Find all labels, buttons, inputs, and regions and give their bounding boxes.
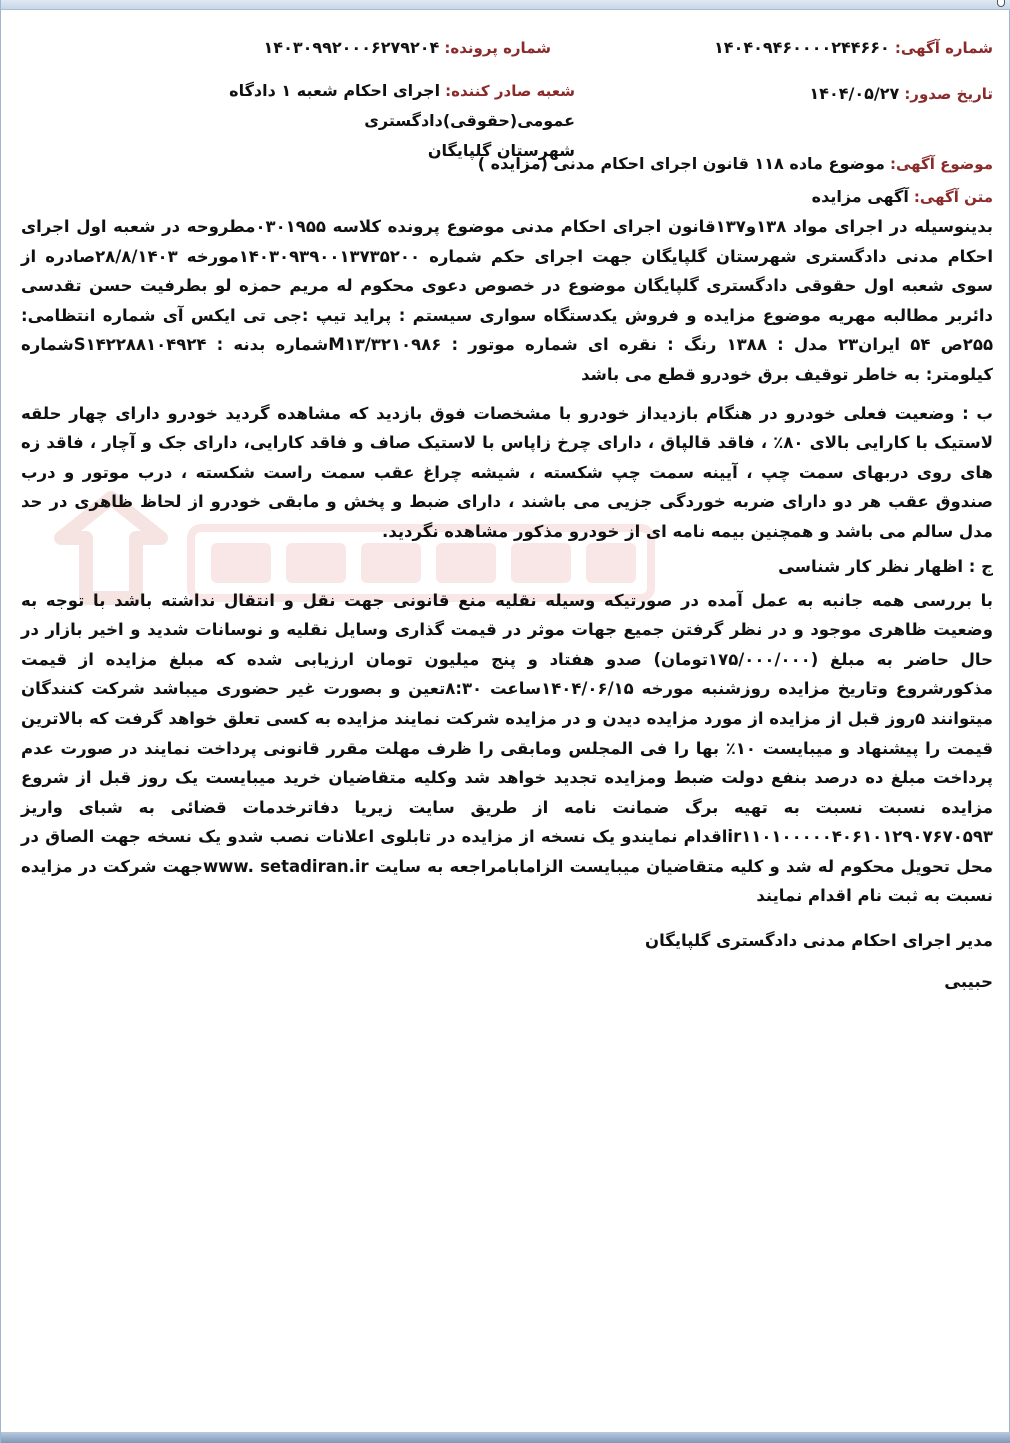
header-row-1	[21, 38, 993, 68]
text-row	[21, 187, 993, 206]
subject-value: موضوع ماده ۱۱۸ قانون اجرای احکام مدنی (مزایده )	[477, 154, 885, 173]
notice-title: آگهی مزایده	[811, 187, 909, 206]
header-row-2	[21, 68, 993, 160]
window-bottom-bar	[1, 1432, 1010, 1443]
file-number	[264, 38, 551, 57]
branch-value-line2: شهرستان گلپایگان	[427, 141, 575, 160]
issue-date-value: ۱۴۰۴/۰۵/۲۷	[809, 84, 900, 103]
paragraph-intro: بدینوسیله در اجرای مواد ۱۳۸و۱۳۷قانون اجرای احکام مدنی موضوع پرونده کلاسه ۰۳۰۱۹۵۵مطروحه در شعبه اول اجرای احکام مدنی دادگستری شهرستان گلپایگان جهت اجرای حکم شماره ۱۴۰۳۰۹۳۹۰۰۱۳۷۳۵۲۰۰مورخه ۲۸/۸/۱۴۰۳صادره از سوی شعبه اول حقوقی دادگستری گلپایگان موضوع در خصوص دعوی محکوم له مریم حمزه لو بطرفیت حسن تقدسی دائربر مطالبه مهریه موضوع مزایده و فروش یکدستگاه سواری سیستم : پراید تیپ :جی تی ایکس آی شماره انتظامی: ۲۵۵ص ۵۴ ایران۲۳ مدل : ۱۳۸۸ رنگ : نقره ای شماره موتور : M۱۳/۳۲۱۰۹۸۶شماره بدنه : S۱۴۲۲۸۸۱۰۴۹۲۴شماره کیلومتر: به خاطر توقیف برق خودرو قطع می باشد	[21, 217, 994, 384]
file-number-label: شماره پرونده:	[444, 39, 551, 57]
paragraph-c: با بررسی همه جانبه به عمل آمده در صورتیکه وسیله نقلیه منع قانونی جهت نقل و انتقال نداشته باشد با توجه به وضعیت ظاهری موجود و در نظر گرفتن جمیع جهات موثر در قیمت گذاری وسایل نقلیه و نوسانات شدید و اخیر بازار در حال حاضر به مبلغ (۱۷۵/۰۰۰/۰۰۰تومان) صدو هفتاد و پنج میلیون تومان ارزیابی شده که مبلغ مزایده از قیمت مذکورشروع وتاریخ مزایده روزشنبه مورخه ۱۴۰۴/۰۶/۱۵ساعت ۸:۳۰تعین و بصورت غیر حضوری میباشد شرکت کنندگان میتوانند ۵روز قبل از مزایده از مورد مزایده دیدن و در مزایده شرکت نمایند مزایده به کسی تعلق خواهد گرفت که بالاترین قیمت را پیشنهاد و میبایست ۱۰٪ بها را فی المجلس ومابقی را ظرف مهلت مقرر قانونی پرداخت نمایند در صورت عدم پرداخت مبلغ ده درصد بنفع دولت ضبط ومزایده تجدید خواهد شد وکلیه متقاضیان خرید میبایست یک روز قبل از شروع مزایده نسبت نسبت به تهیه برگ ضمانت نامه از طریق سایت زیریا دفاترخدمات قضائی به شبای واریز ir۱۱۰۱۰۰۰۰۰۴۰۶۱۰۱۲۹۰۷۶۷۰۵۹۳اقدام نمایندو یک نسخه از مزایده در تابلوی اعلانات نصب شدو یک نسخه جهت الصاق در محل تحویل محکوم له شد و کلیه متقاضیان میبایست الزامابامراجعه به سایت www. setadiran.irجهت شرکت در مزایده نسبت به ثبت نام اقدام نمایند	[21, 590, 994, 906]
text-label: متن آگهی:	[913, 188, 993, 206]
branch-label: شعبه صادر کننده:	[445, 82, 575, 100]
notice-document	[21, 38, 993, 991]
signature-title: مدیر اجرای احکام مدنی دادگستری گلپایگان	[644, 931, 993, 951]
ad-number-label: شماره آگهی:	[894, 39, 993, 57]
paragraph-b: ب : وضعیت فعلی خودرو در هنگام بازدیداز خودرو با مشخصات فوق بازدید که مشاهده گردید خودرو دارای چهار حلقه لاستیک با کارایی بالای ۸۰٪ ، فاقد قالپاق ، دارای چرخ زاپاس با لاستیک صاف و فاقد کارایی، دارای جک و آچار ، فاقد زه های روی دربهای سمت چپ ، آیینه سمت چپ شکسته ، شیشه چراغ عقب سمت راست شکسته ، درب موتور و درب صندوق عقب هر دو دارای ضربه خوردگی جزیی می باشند ، دارای ضبط و پخش و مابقی خودرو از لحاظ ظاهری در حد مدل سالم می باشد و همچنین بیمه نامه ای از خودرو مذکور مشاهده نگردید.	[21, 403, 993, 541]
ad-number-value: ۱۴۰۴۰۹۴۶۰۰۰۰۲۴۴۶۶۰	[714, 38, 890, 57]
subject-label: موضوع آگهی:	[889, 155, 993, 173]
issue-date	[809, 84, 993, 103]
window-corner-icon	[997, 0, 1005, 7]
ad-number	[714, 38, 993, 57]
issue-date-label: تاریخ صدور:	[904, 85, 993, 103]
file-number-value: ۱۴۰۳۰۹۹۲۰۰۰۶۲۷۹۲۰۴	[263, 38, 440, 57]
signature-name: حبیبی	[944, 972, 993, 992]
issuing-branch	[75, 76, 575, 166]
window-top-bar	[1, 0, 1010, 10]
section-c-title: ج : اظهار نظر کار شناسی	[778, 556, 993, 576]
branch-value-line1: اجرای احکام شعبه ۱ دادگاه عمومی(حقوقی)دادگستری	[229, 81, 575, 130]
